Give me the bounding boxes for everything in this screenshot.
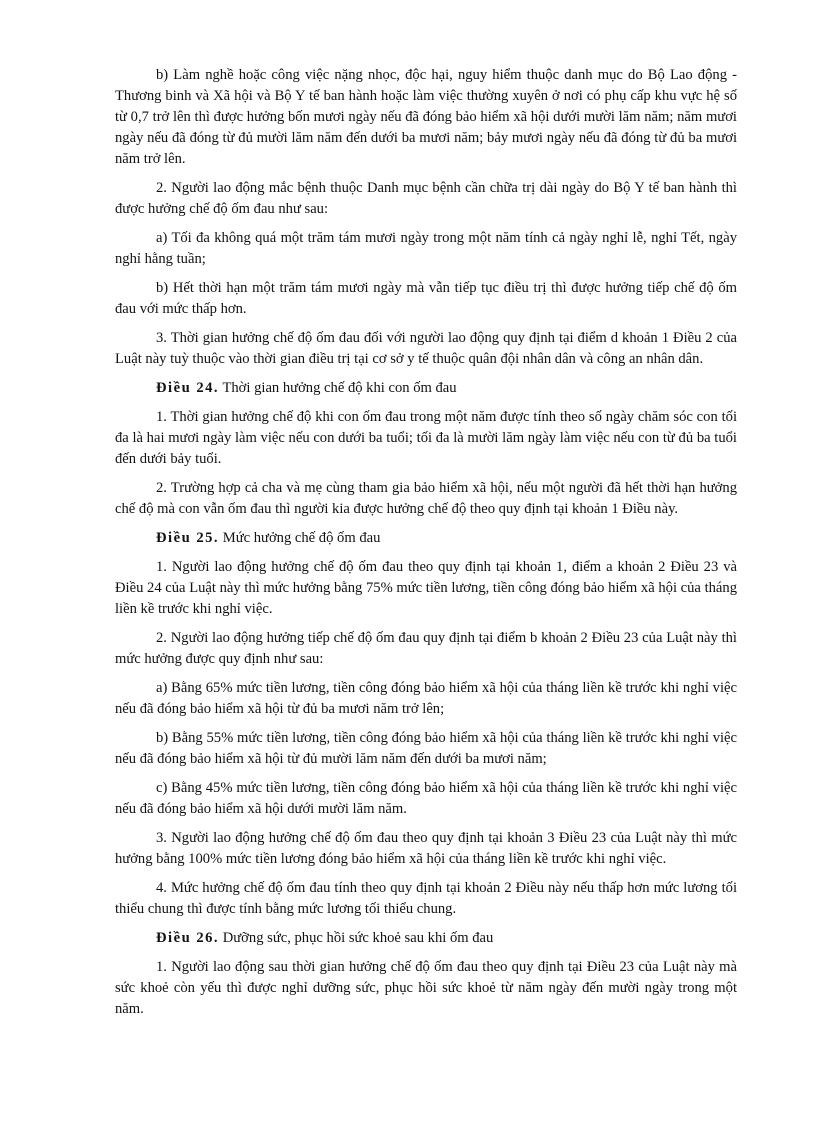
clause-b-heavy-work: b) Làm nghề hoặc công việc nặng nhọc, độc hại, nguy hiểm thuộc danh mục do Bộ Lao động - Thương binh và Xã hội và Bộ Y tế ban hành hoặc làm việc thường xuyên ở nơi có phụ cấp khu vực hệ số từ 0,7 trở lên thì được hưởng bốn mươi ngày nếu đã đóng bảo hiểm xã hội dưới mười lăm năm; năm mươi ngày nếu đã đóng từ đủ mười lăm năm đến dưới ba mươi năm; bảy mươi ngày nếu đã đóng từ đủ ba mươi năm trở lên. bbox=[115, 67, 737, 167]
document-page bbox=[115, 65, 737, 1028]
article-26-label: Điều 26. bbox=[156, 930, 220, 946]
article-26-title: Dưỡng sức, phục hồi sức khoẻ sau khi ốm đau bbox=[222, 930, 494, 946]
article-25-clause-2: 2. Người lao động hưởng tiếp chế độ ốm đau quy định tại điểm b khoản 2 Điều 23 của Luật này thì mức hưởng được quy định như sau: bbox=[115, 630, 737, 667]
clause-2b: b) Hết thời hạn một trăm tám mươi ngày mà vẫn tiếp tục điều trị thì được hưởng tiếp chế độ ốm đau với mức thấp hơn. bbox=[115, 280, 737, 317]
article-24-title: Thời gian hưởng chế độ khi con ốm đau bbox=[222, 380, 457, 396]
article-24-clause-1: 1. Thời gian hưởng chế độ khi con ốm đau trong một năm được tính theo số ngày chăm sóc con tối đa là hai mươi ngày làm việc nếu con dưới ba tuổi; tối đa là mười lăm ngày làm việc nếu con từ đủ ba tuổi đến dưới bảy tuổi. bbox=[115, 409, 737, 467]
article-24-heading bbox=[115, 378, 737, 399]
article-25-clause-2b: b) Bằng 55% mức tiền lương, tiền công đóng bảo hiểm xã hội của tháng liền kề trước khi nghỉ việc nếu đã đóng bảo hiểm xã hội từ đủ mười lăm năm đến dưới ba mươi năm; bbox=[115, 730, 737, 767]
article-25-clause-1: 1. Người lao động hưởng chế độ ốm đau theo quy định tại khoản 1, điểm a khoản 2 Điều 23 và Điều 24 của Luật này thì mức hưởng bằng 75% mức tiền lương, tiền công đóng bảo hiểm xã hội của tháng liền kề trước khi nghỉ việc. bbox=[115, 559, 737, 617]
article-25-clause-4: 4. Mức hưởng chế độ ốm đau tính theo quy định tại khoản 2 Điều này nếu thấp hơn mức lương tối thiểu chung thì được tính bằng mức lương tối thiểu chung. bbox=[115, 880, 737, 917]
article-26-clause-1: 1. Người lao động sau thời gian hưởng chế độ ốm đau theo quy định tại Điều 23 của Luật này mà sức khoẻ còn yếu thì được nghỉ dưỡng sức, phục hồi sức khoẻ từ năm ngày đến mười ngày trong một năm. bbox=[115, 959, 737, 1017]
article-25-clause-2c: c) Bằng 45% mức tiền lương, tiền công đóng bảo hiểm xã hội của tháng liền kề trước khi nghỉ việc nếu đã đóng bảo hiểm xã hội dưới mười lăm năm. bbox=[115, 780, 737, 817]
article-25-clause-2a: a) Bằng 65% mức tiền lương, tiền công đóng bảo hiểm xã hội của tháng liền kề trước khi nghỉ việc nếu đã đóng bảo hiểm xã hội từ đủ ba mươi năm trở lên; bbox=[115, 680, 737, 717]
article-25-clause-3: 3. Người lao động hưởng chế độ ốm đau theo quy định tại khoản 3 Điều 23 của Luật này thì mức hưởng bằng 100% mức tiền lương đóng bảo hiểm xã hội của tháng liền kề trước khi nghỉ việc. bbox=[115, 830, 737, 867]
article-25-label: Điều 25. bbox=[156, 530, 220, 546]
article-25-heading bbox=[115, 528, 737, 549]
clause-3-military: 3. Thời gian hưởng chế độ ốm đau đối với người lao động quy định tại điểm d khoản 1 Điều 2 của Luật này tuỳ thuộc vào thời gian điều trị tại cơ sở y tế thuộc quân đội nhân dân và công an nhân dân. bbox=[115, 330, 737, 367]
clause-2-long-term-illness: 2. Người lao động mắc bệnh thuộc Danh mục bệnh cần chữa trị dài ngày do Bộ Y tế ban hành thì được hưởng chế độ ốm đau như sau: bbox=[115, 180, 737, 217]
article-26-heading bbox=[115, 928, 737, 949]
article-25-title: Mức hưởng chế độ ốm đau bbox=[222, 530, 381, 546]
clause-2a: a) Tối đa không quá một trăm tám mươi ngày trong một năm tính cả ngày nghỉ lễ, nghỉ Tết, ngày nghỉ hằng tuần; bbox=[115, 230, 737, 267]
article-24-label: Điều 24. bbox=[156, 380, 220, 396]
article-24-clause-2: 2. Trường hợp cả cha và mẹ cùng tham gia bảo hiểm xã hội, nếu một người đã hết thời hạn hưởng chế độ mà con vẫn ốm đau thì người kia được hưởng chế độ theo quy định tại khoản 1 Điều này. bbox=[115, 480, 737, 517]
